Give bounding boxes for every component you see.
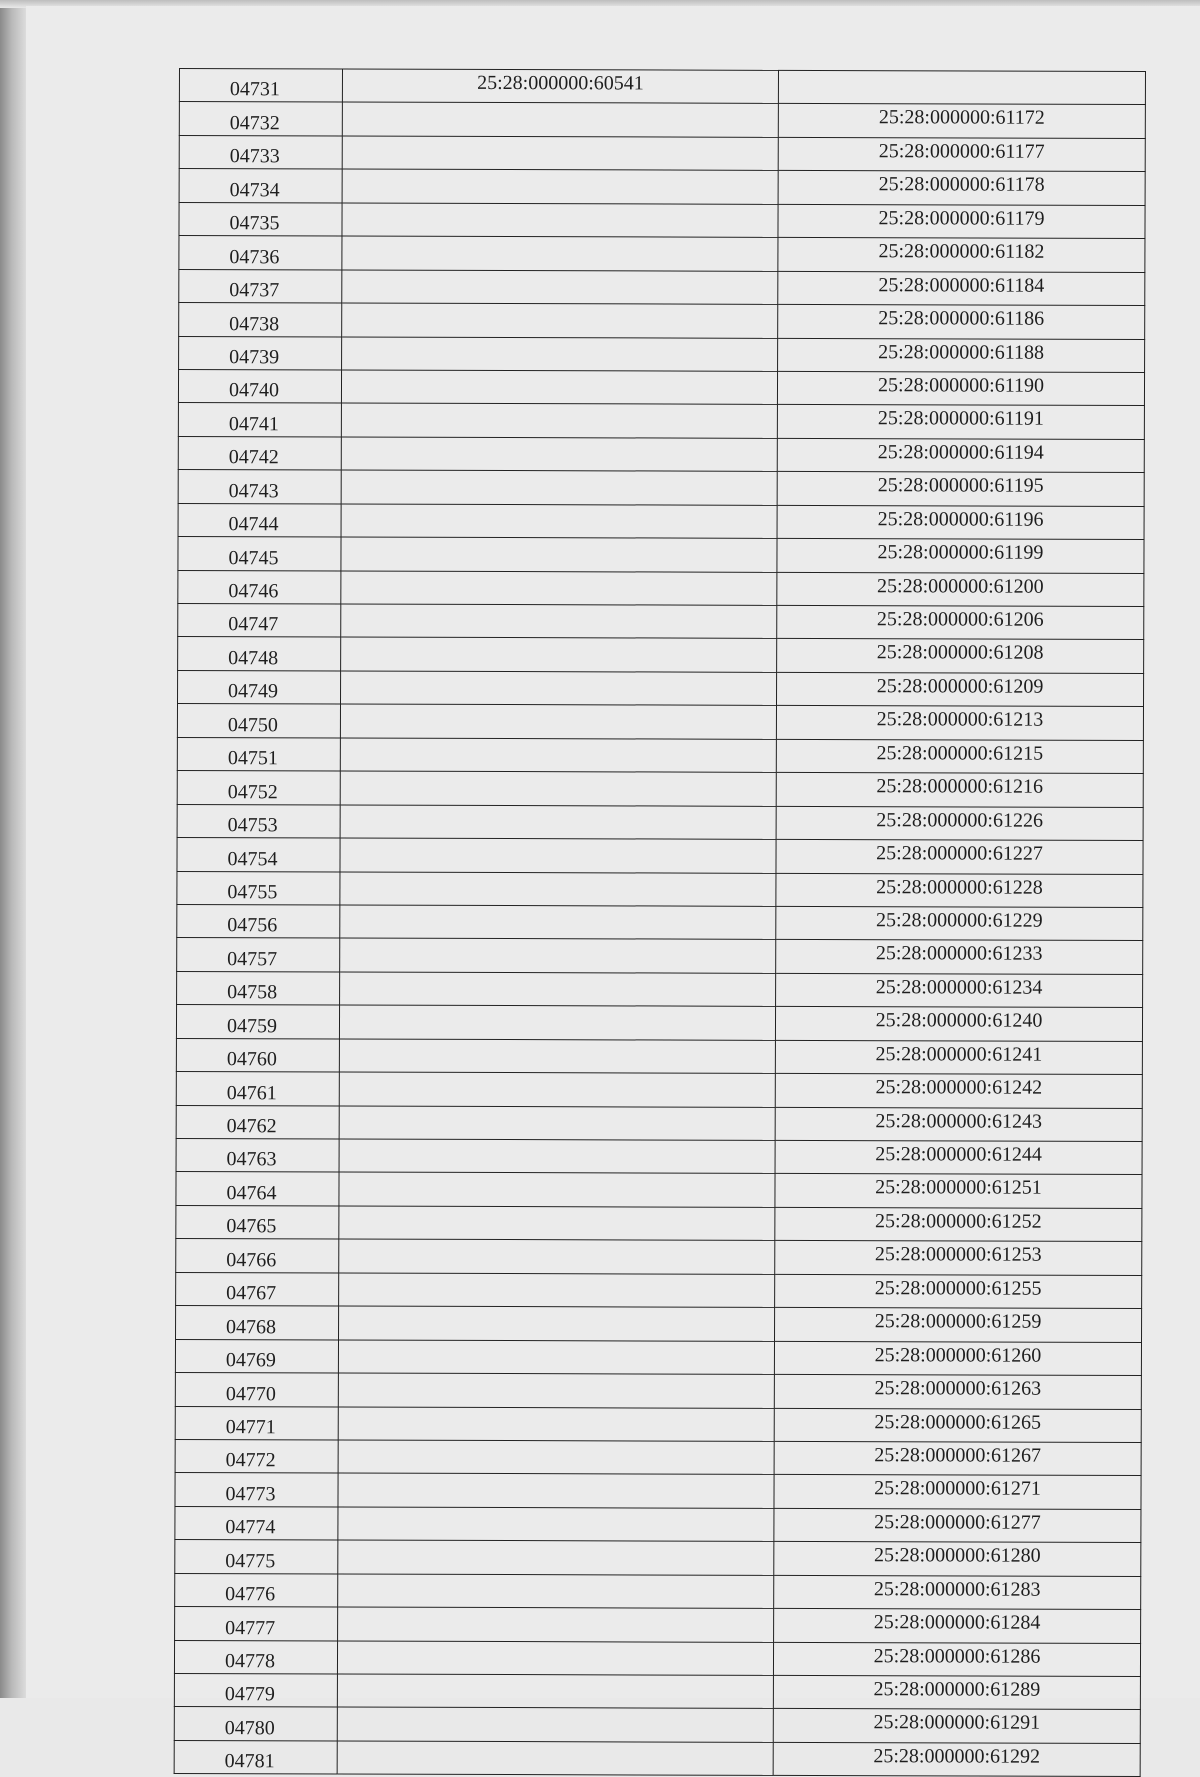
- cadastral-number-col-a-cell: [338, 1340, 774, 1375]
- cadastral-number-col-a-cell: [340, 704, 776, 739]
- cadastral-number-col-b-cell: 25:28:000000:61251: [775, 1174, 1142, 1209]
- cadastral-number-col-b-cell: 25:28:000000:61286: [773, 1642, 1140, 1677]
- table-row: [176, 1272, 1142, 1308]
- row-number-cell: 04734: [179, 169, 342, 203]
- cadastral-number-col-b-cell: 25:28:000000:61191: [777, 405, 1144, 440]
- cadastral-number-col-a-cell: [338, 1607, 774, 1642]
- cadastral-number-col-b-cell: 25:28:000000:61263: [774, 1374, 1141, 1409]
- row-number-cell: 04731: [179, 69, 342, 103]
- table-row: [178, 637, 1144, 673]
- cadastral-number-col-a-cell: [338, 1373, 774, 1408]
- table-row: [177, 838, 1143, 874]
- row-number-cell: 04773: [175, 1473, 338, 1507]
- cadastral-number-col-a-cell: [340, 972, 776, 1007]
- cadastral-number-col-b-cell: 25:28:000000:61265: [774, 1408, 1141, 1443]
- cadastral-number-col-a-cell: [339, 1172, 775, 1207]
- cadastral-number-col-a-cell: [338, 1540, 774, 1575]
- cadastral-number-col-b-cell: 25:28:000000:61243: [775, 1107, 1142, 1142]
- cadastral-number-col-a-cell: [338, 1440, 774, 1475]
- cadastral-number-col-a-cell: [340, 738, 776, 773]
- cadastral-number-col-b-cell: 25:28:000000:61196: [777, 505, 1144, 540]
- row-number-cell: 04741: [178, 403, 341, 437]
- row-number-cell: 04759: [176, 1005, 339, 1039]
- row-number-cell: 04767: [176, 1272, 339, 1306]
- row-number-cell: 04733: [179, 135, 342, 169]
- cadastral-number-col-b-cell: 25:28:000000:61190: [777, 371, 1144, 406]
- cadastral-number-col-b-cell: 25:28:000000:61259: [775, 1308, 1142, 1343]
- cadastral-number-col-a-cell: [339, 1206, 775, 1241]
- cadastral-number-col-b-cell: 25:28:000000:61241: [775, 1040, 1142, 1075]
- row-number-cell: 04769: [175, 1339, 338, 1373]
- cadastral-number-col-a-cell: [341, 403, 777, 438]
- cadastral-number-col-a-cell: [341, 537, 777, 572]
- table-row: [178, 603, 1144, 639]
- row-number-cell: 04764: [176, 1172, 339, 1206]
- row-number-cell: 04755: [177, 871, 340, 905]
- table-row: [174, 1707, 1140, 1743]
- cadastral-number-col-a-cell: [337, 1674, 773, 1709]
- table-body: [174, 69, 1145, 1777]
- cadastral-number-col-b-cell: 25:28:000000:61215: [776, 739, 1143, 774]
- cadastral-number-col-a-cell: [342, 169, 778, 204]
- cadastral-number-col-a-cell: [341, 604, 777, 639]
- table-row: [178, 570, 1144, 606]
- cadastral-number-col-a-cell: [341, 671, 777, 706]
- row-number-cell: 04732: [179, 102, 342, 136]
- table-row: [174, 1740, 1140, 1776]
- row-number-cell: 04745: [178, 537, 341, 571]
- table-row: [179, 102, 1145, 138]
- row-number-cell: 04742: [178, 436, 341, 470]
- row-number-cell: 04779: [174, 1673, 337, 1707]
- cadastral-number-col-a-cell: [339, 1139, 775, 1174]
- table-row: [174, 1673, 1140, 1709]
- row-number-cell: 04743: [178, 470, 341, 504]
- cadastral-table: [174, 68, 1146, 1777]
- table-row: [179, 69, 1145, 105]
- table-row: [179, 169, 1145, 205]
- cadastral-number-col-b-cell: 25:28:000000:61178: [778, 171, 1145, 206]
- row-number-cell: 04766: [176, 1239, 339, 1273]
- table-row: [178, 403, 1144, 439]
- row-number-cell: 04770: [175, 1373, 338, 1407]
- table-row: [178, 436, 1144, 472]
- table-row: [177, 771, 1143, 807]
- row-number-cell: 04758: [177, 971, 340, 1005]
- cadastral-number-col-a-cell: [337, 1707, 773, 1742]
- row-number-cell: 04763: [176, 1138, 339, 1172]
- row-number-cell: 04751: [177, 737, 340, 771]
- table-row: [177, 871, 1143, 907]
- row-number-cell: 04762: [176, 1105, 339, 1139]
- table-row: [179, 202, 1145, 238]
- cadastral-number-col-b-cell: [778, 70, 1145, 105]
- table-row: [178, 369, 1144, 405]
- table-row: [175, 1506, 1141, 1542]
- row-number-cell: 04750: [177, 704, 340, 738]
- row-number-cell: 04772: [175, 1439, 338, 1473]
- cadastral-number-col-b-cell: 25:28:000000:61228: [776, 873, 1143, 908]
- cadastral-number-col-b-cell: 25:28:000000:61227: [776, 839, 1143, 874]
- row-number-cell: 04748: [178, 637, 341, 671]
- cadastral-number-col-a-cell: [340, 805, 776, 840]
- cadastral-number-col-b-cell: 25:28:000000:61199: [777, 539, 1144, 574]
- row-number-cell: 04774: [175, 1506, 338, 1540]
- table-row: [177, 904, 1143, 940]
- cadastral-number-col-b-cell: 25:28:000000:61244: [775, 1140, 1142, 1175]
- cadastral-number-col-a-cell: [339, 1072, 775, 1107]
- row-number-cell: 04780: [174, 1707, 337, 1741]
- row-number-cell: 04771: [175, 1406, 338, 1440]
- table-row: [176, 1005, 1142, 1041]
- cadastral-number-col-b-cell: 25:28:000000:61200: [777, 572, 1144, 607]
- table-row: [179, 135, 1145, 171]
- row-number-cell: 04739: [179, 336, 342, 370]
- row-number-cell: 04760: [176, 1038, 339, 1072]
- row-number-cell: 04777: [175, 1607, 338, 1641]
- table-row: [179, 303, 1145, 339]
- cadastral-number-col-a-cell: [338, 1574, 774, 1609]
- cadastral-number-col-b-cell: 25:28:000000:61252: [775, 1207, 1142, 1242]
- table-row: [176, 1105, 1142, 1141]
- table-row: [176, 1205, 1142, 1241]
- cadastral-number-col-a-cell: [339, 1005, 775, 1040]
- table-row: [175, 1406, 1141, 1442]
- cadastral-number-col-a-cell: [342, 203, 778, 238]
- cadastral-number-col-b-cell: 25:28:000000:61253: [775, 1241, 1142, 1276]
- cadastral-number-col-b-cell: 25:28:000000:61277: [774, 1508, 1141, 1543]
- table-row: [176, 1038, 1142, 1074]
- cadastral-number-col-a-cell: [341, 370, 777, 405]
- row-number-cell: 04776: [175, 1573, 338, 1607]
- cadastral-number-col-a-cell: [342, 270, 778, 305]
- cadastral-number-col-b-cell: 25:28:000000:61267: [774, 1441, 1141, 1476]
- table-row: [178, 470, 1144, 506]
- cadastral-number-col-b-cell: 25:28:000000:61291: [773, 1709, 1140, 1744]
- table-row: [179, 336, 1145, 372]
- cadastral-number-col-b-cell: 25:28:000000:61271: [774, 1475, 1141, 1510]
- table-row: [177, 737, 1143, 773]
- table-row: [178, 537, 1144, 573]
- table-row: [178, 503, 1144, 539]
- table-row: [175, 1439, 1141, 1475]
- cadastral-number-col-b-cell: 25:28:000000:61216: [776, 773, 1143, 808]
- cadastral-number-col-a-cell: [341, 637, 777, 672]
- row-number-cell: 04753: [177, 804, 340, 838]
- cadastral-number-col-b-cell: 25:28:000000:61289: [773, 1675, 1140, 1710]
- table-row: [175, 1339, 1141, 1375]
- cadastral-number-col-a-cell: [338, 1473, 774, 1508]
- cadastral-number-col-b-cell: 25:28:000000:61209: [776, 672, 1143, 707]
- cadastral-number-col-a-cell: [340, 838, 776, 873]
- cadastral-number-col-a-cell: [338, 1407, 774, 1442]
- row-number-cell: 04756: [177, 904, 340, 938]
- cadastral-number-col-a-cell: [340, 905, 776, 940]
- cadastral-number-col-a-cell: [342, 136, 778, 171]
- cadastral-number-col-b-cell: 25:28:000000:61242: [775, 1074, 1142, 1109]
- cadastral-number-col-b-cell: 25:28:000000:61213: [776, 706, 1143, 741]
- table-row: [175, 1573, 1141, 1609]
- cadastral-number-col-a-cell: [338, 1507, 774, 1542]
- row-number-cell: 04749: [178, 670, 341, 704]
- cadastral-number-col-b-cell: 25:28:000000:61283: [774, 1575, 1141, 1610]
- cadastral-number-col-a-cell: [342, 303, 778, 338]
- table-row: [178, 670, 1144, 706]
- table-row: [176, 1072, 1142, 1108]
- table-row: [175, 1473, 1141, 1509]
- row-number-cell: 04736: [179, 236, 342, 270]
- table-row: [176, 1172, 1142, 1208]
- row-number-cell: 04752: [177, 771, 340, 805]
- table-row: [176, 1138, 1142, 1174]
- table-row: [177, 704, 1143, 740]
- row-number-cell: 04761: [176, 1072, 339, 1106]
- cadastral-number-col-a-cell: [340, 872, 776, 907]
- cadastral-number-col-b-cell: 25:28:000000:61292: [773, 1742, 1140, 1777]
- cadastral-number-col-a-cell: [341, 437, 777, 472]
- cadastral-number-col-b-cell: 25:28:000000:61229: [776, 906, 1143, 941]
- table-row: [179, 269, 1145, 305]
- table-row: [175, 1540, 1141, 1576]
- table-row: [179, 236, 1145, 272]
- row-number-cell: 04765: [176, 1205, 339, 1239]
- cadastral-number-col-a-cell: [342, 337, 778, 372]
- cadastral-number-col-b-cell: 25:28:000000:61194: [777, 438, 1144, 473]
- row-number-cell: 04738: [179, 303, 342, 337]
- cadastral-number-col-a-cell: [340, 771, 776, 806]
- cadastral-number-col-a-cell: [337, 1641, 773, 1676]
- cadastral-number-col-a-cell: [341, 470, 777, 505]
- row-number-cell: 04737: [179, 269, 342, 303]
- cadastral-number-col-b-cell: 25:28:000000:61206: [777, 605, 1144, 640]
- scan-shadow-edge: [0, 0, 26, 1698]
- cadastral-number-col-b-cell: 25:28:000000:61184: [778, 271, 1145, 306]
- cadastral-number-col-a-cell: [339, 1039, 775, 1074]
- cadastral-number-col-b-cell: 25:28:000000:61182: [778, 238, 1145, 273]
- cadastral-number-col-b-cell: 25:28:000000:61226: [776, 806, 1143, 841]
- row-number-cell: 04744: [178, 503, 341, 537]
- table-row: [177, 938, 1143, 974]
- row-number-cell: 04775: [175, 1540, 338, 1574]
- table-row: [175, 1373, 1141, 1409]
- cadastral-number-col-b-cell: 25:28:000000:61172: [778, 104, 1145, 139]
- cadastral-number-col-b-cell: 25:28:000000:61234: [776, 973, 1143, 1008]
- row-number-cell: 04754: [177, 838, 340, 872]
- table-row: [176, 1306, 1142, 1342]
- cadastral-number-col-b-cell: 25:28:000000:61280: [774, 1542, 1141, 1577]
- cadastral-number-col-b-cell: 25:28:000000:61233: [776, 940, 1143, 975]
- table-row: [177, 971, 1143, 1007]
- cadastral-number-col-a-cell: [339, 1306, 775, 1341]
- table-row: [177, 804, 1143, 840]
- cadastral-number-col-b-cell: 25:28:000000:61240: [775, 1007, 1142, 1042]
- row-number-cell: 04757: [177, 938, 340, 972]
- row-number-cell: 04740: [178, 369, 341, 403]
- cadastral-number-col-b-cell: 25:28:000000:61195: [777, 472, 1144, 507]
- cadastral-number-col-b-cell: 25:28:000000:61255: [775, 1274, 1142, 1309]
- row-number-cell: 04735: [179, 202, 342, 236]
- cadastral-number-col-b-cell: 25:28:000000:61188: [778, 338, 1145, 373]
- table-row: [176, 1239, 1142, 1275]
- document-page: [26, 6, 1200, 1773]
- cadastral-number-col-a-cell: [341, 504, 777, 539]
- cadastral-number-col-b-cell: 25:28:000000:61177: [778, 137, 1145, 172]
- row-number-cell: 04768: [176, 1306, 339, 1340]
- row-number-cell: 04778: [174, 1640, 337, 1674]
- cadastral-number-col-a-cell: [341, 571, 777, 606]
- row-number-cell: 04746: [178, 570, 341, 604]
- cadastral-number-col-b-cell: 25:28:000000:61284: [774, 1609, 1141, 1644]
- cadastral-number-col-a-cell: [339, 1273, 775, 1308]
- row-number-cell: 04747: [178, 603, 341, 637]
- table-row: [174, 1640, 1140, 1676]
- cadastral-number-col-b-cell: 25:28:000000:61186: [778, 304, 1145, 339]
- cadastral-number-col-a-cell: [339, 1239, 775, 1274]
- row-number-cell: 04781: [174, 1740, 337, 1774]
- cadastral-number-col-a-cell: [342, 102, 778, 137]
- cadastral-number-col-a-cell: [337, 1741, 773, 1776]
- cadastral-number-col-a-cell: [340, 938, 776, 973]
- cadastral-number-col-a-cell: [342, 236, 778, 271]
- cadastral-number-col-a-cell: [339, 1106, 775, 1141]
- cadastral-number-col-b-cell: 25:28:000000:61260: [774, 1341, 1141, 1376]
- cadastral-number-col-b-cell: 25:28:000000:61208: [777, 639, 1144, 674]
- table-row: [175, 1607, 1141, 1643]
- cadastral-number-col-a-cell: 25:28:000000:60541: [342, 69, 778, 104]
- cadastral-number-col-b-cell: 25:28:000000:61179: [778, 204, 1145, 239]
